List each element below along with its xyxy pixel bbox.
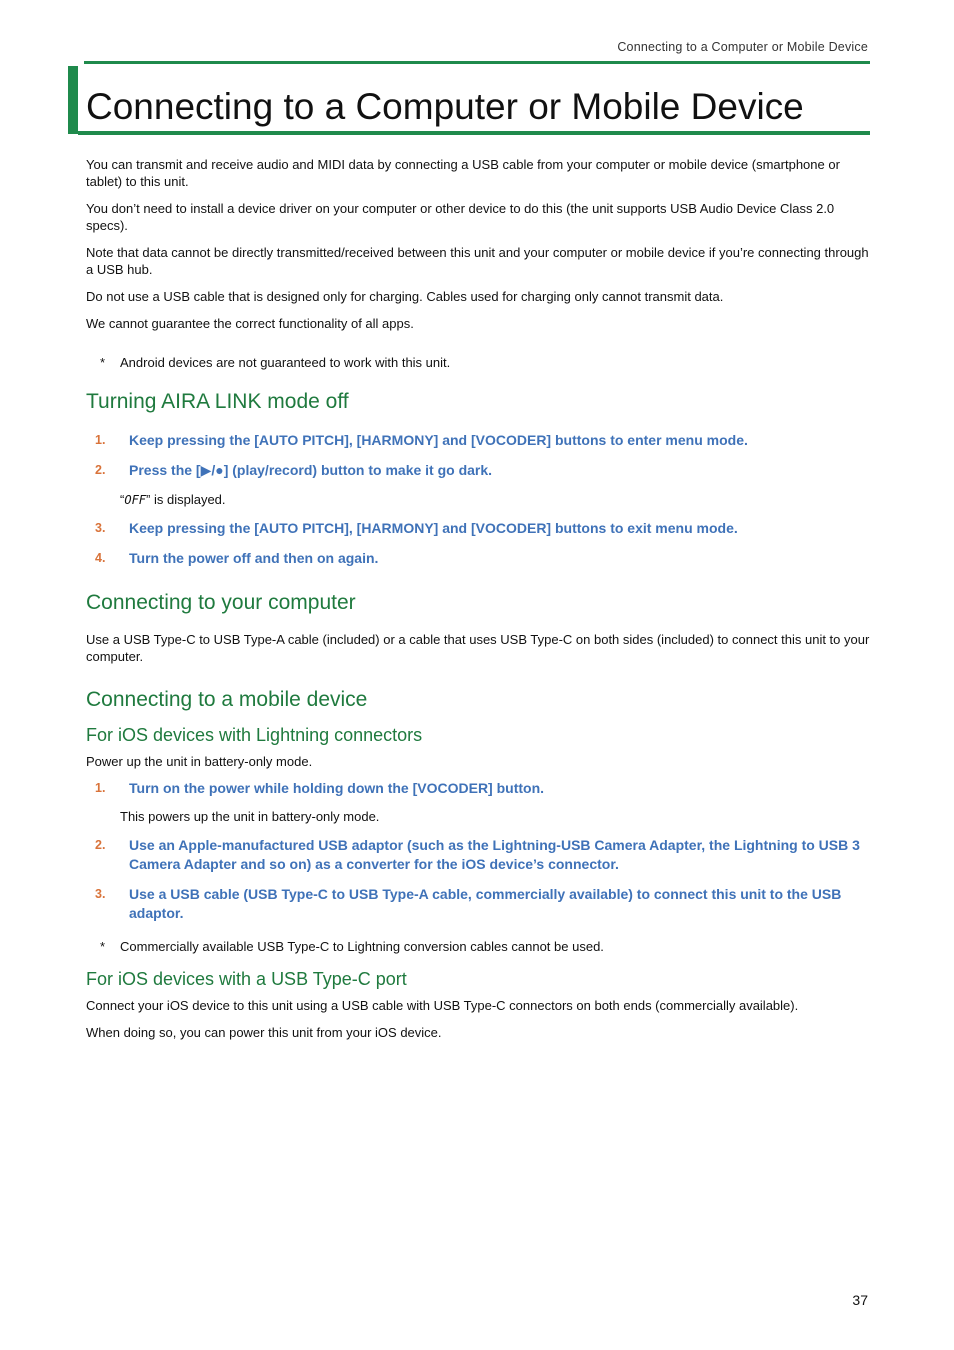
step-result: This powers up the unit in battery-only mode. [120,808,380,824]
step-item [86,431,870,451]
subsection-heading-lightning: For iOS devices with Lightning connectors [86,725,423,745]
step-text: Keep pressing the [AUTO PITCH], [HARMONY] and [VOCODER] buttons to exit menu mode. [129,520,738,536]
step-number: 2. [95,837,106,852]
section-heading-aira-link: Turning AIRA LINK mode off [86,390,349,413]
step-item [86,519,870,539]
step-item [86,836,870,875]
step-text: Turn the power off and then on again. [129,549,379,566]
computer-paragraph: Use a USB Type-C to USB Type-A cable (included) or a cable that uses USB Type-C on both sides (included) to connect this unit to your computer. [86,632,870,664]
typec-paragraph: Connect your iOS device to this unit using a USB cable with USB Type-C connectors on both ends (commercially available). [86,997,799,1013]
title-rule [78,131,870,135]
page-content [86,156,870,1051]
intro-paragraph: You don’t need to install a device driver on your computer or other device to do this (the unit supports USB Audio Device Class 2.0 specs). [86,201,835,233]
step-number: 1. [95,433,106,447]
step-item [86,779,870,799]
android-note [86,354,870,371]
section-heading-mobile: Connecting to a mobile device [86,688,368,711]
step-text: Keep pressing the [AUTO PITCH], [HARMONY] and [VOCODER] buttons to enter menu mode. [129,432,748,448]
intro-paragraph: Note that data cannot be directly transmitted/received between this unit and your computer or mobile device if you’re connecting through a USB hub. [86,245,869,277]
step-number: 3. [95,886,106,901]
title-accent-bar [68,66,78,134]
step-number: 1. [95,781,106,795]
section-heading-computer: Connecting to your computer [86,591,356,614]
step-result-text: ” is displayed. [146,492,226,507]
note-asterisk: * [100,938,106,954]
page-title: Connecting to a Computer or Mobile Device [86,86,804,127]
lightning-intro: Power up the unit in battery-only mode. [86,754,313,769]
step-text: Press the [▶/●] (play/record) button to make it go dark. [129,461,493,478]
note-text: Android devices are not guaranteed to work with this unit. [120,355,451,370]
step-text: Use a USB cable (USB Type-C to USB Type-A cable, commercially available) to connect this unit to the USB adaptor. [129,885,842,921]
open-quote: “ [120,492,125,507]
step-result [86,491,870,509]
subsection-heading-typec: For iOS devices with a USB Type-C port [86,968,407,989]
note-asterisk: * [100,355,106,370]
step-number: 3. [95,521,106,535]
step-item [86,885,870,924]
running-header: Connecting to a Computer or Mobile Device [617,40,868,54]
note-text: Commercially available USB Type-C to Lightning conversion cables cannot be used. [120,938,604,954]
step-item [86,461,870,481]
intro-paragraph: You can transmit and receive audio and MIDI data by connecting a USB cable from your computer or mobile device (smartphone or tablet) to this unit. [86,157,840,189]
lightning-note [86,938,870,955]
typec-paragraph: When doing so, you can power this unit from your iOS device. [86,1024,442,1040]
page-number: 37 [852,1292,868,1308]
header-rule [84,61,870,64]
intro-paragraph: We cannot guarantee the correct functionality of all apps. [86,316,414,331]
step-text: Use an Apple-manufactured USB adaptor (such as the Lightning-USB Camera Adapter, the Lightning to USB 3 Camera Adapter and so on) as a converter for the iOS device’s connector. [129,836,860,872]
intro-paragraph: Do not use a USB cable that is designed only for charging. Cables used for charging only cannot transmit data. [86,289,724,304]
step-item [86,549,870,569]
step-number: 4. [95,550,106,565]
lcd-display-text: OFF [124,493,147,507]
step-text: Turn on the power while holding down the [VOCODER] button. [129,780,545,796]
step-number: 2. [95,462,106,477]
